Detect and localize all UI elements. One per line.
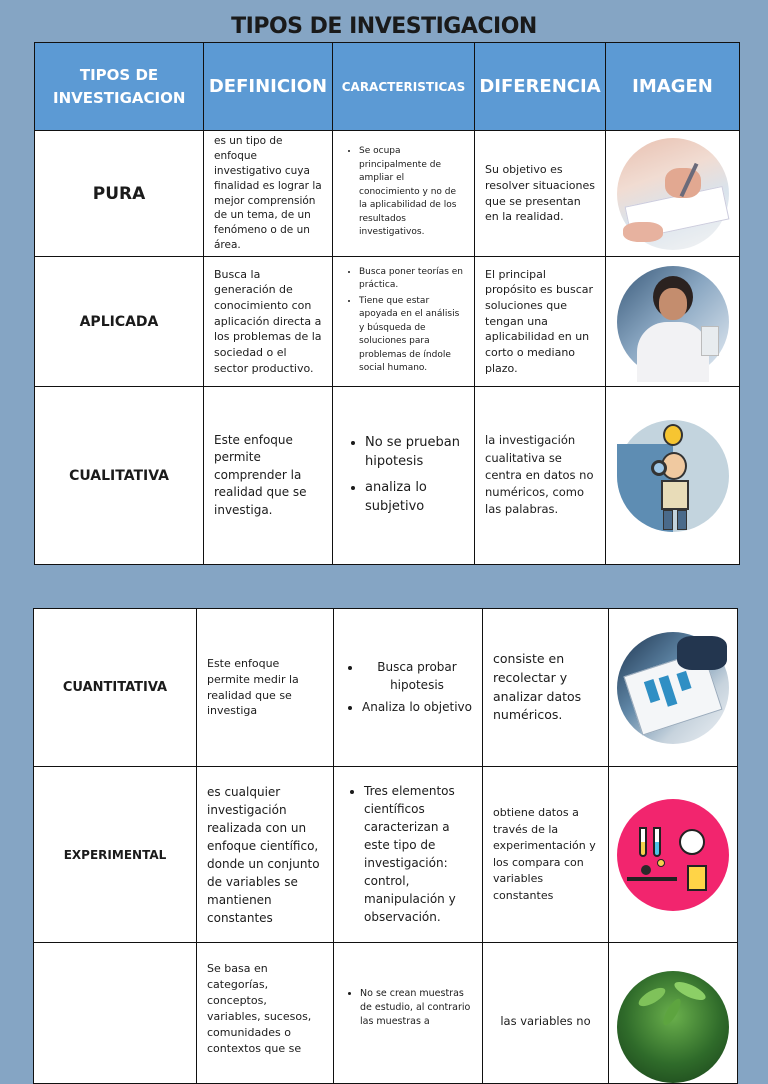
difference-cell: consiste en recolectar y analizar datos numéricos. xyxy=(483,609,609,767)
characteristics-cell xyxy=(334,767,483,943)
page-title: TIPOS DE INVESTIGACION xyxy=(231,14,537,39)
header-imagen: IMAGEN xyxy=(606,43,740,131)
difference-cell: El principal propósito es buscar soluciones que tengan una aplicabilidad en un corto o mediano plazo. xyxy=(475,257,606,387)
lightbulb-icon xyxy=(663,424,683,446)
characteristic-item: • Tiene que estar apoyada en el análisis y búsqueda de soluciones para problemas de índole social humano. xyxy=(359,295,464,376)
type-name: APLICADA xyxy=(35,257,204,387)
definition-cell: Busca la generación de conocimiento con aplicación directa a los problemas de la sociedad o el sector productivo. xyxy=(204,257,333,387)
image-cell xyxy=(609,609,738,767)
research-types-table-1 xyxy=(34,42,740,565)
characteristics-cell xyxy=(333,131,475,257)
header-diferencia: DIFERENCIA xyxy=(475,43,606,131)
magnifier-icon xyxy=(651,460,667,476)
characteristic-item: • No se prueban hipotesis xyxy=(365,433,464,472)
test-tube-icon xyxy=(653,827,661,857)
lab-equipment-illustration xyxy=(617,799,729,911)
table-row xyxy=(34,943,738,1084)
table-row xyxy=(35,257,740,387)
flask-icon xyxy=(679,829,705,855)
type-name: CUANTITATIVA xyxy=(34,609,197,767)
characteristics-cell xyxy=(334,609,483,767)
table-row xyxy=(35,387,740,565)
characteristics-cell xyxy=(333,387,475,565)
characteristic-item: • Tres elementos científicos caracterizan a este tipo de investigación: control, manipulación y observación. xyxy=(364,782,472,926)
table-row xyxy=(34,609,738,767)
writing-hands-photo xyxy=(617,138,729,250)
difference-cell: Su objetivo es resolver situaciones que se presentan en la realidad. xyxy=(475,131,606,257)
definition-cell: Este enfoque permite medir la realidad que se investiga xyxy=(197,609,334,767)
header-row xyxy=(35,43,740,131)
definition-cell: es cualquier investigación realizada con un enfoque científico, donde un conjunto de variables se mantienen constantes xyxy=(197,767,334,943)
image-cell xyxy=(609,943,738,1084)
characteristics-cell xyxy=(334,943,483,1084)
image-cell xyxy=(606,387,740,565)
characteristic-item: • analiza lo subjetivo xyxy=(365,478,464,517)
definition-cell: Este enfoque permite comprender la realidad que se investiga. xyxy=(204,387,333,565)
type-name: CUALITATIVA xyxy=(35,387,204,565)
type-name xyxy=(34,943,197,1084)
image-cell xyxy=(606,131,740,257)
characteristic-item: • Analiza lo objetivo xyxy=(362,698,472,716)
characteristic-item: • Busca poner teorías en práctica. xyxy=(359,266,464,293)
header-caracteristicas: CARACTERISTICAS xyxy=(333,43,475,131)
characteristic-item: • No se crean muestras de estudio, al contrario las muestras a xyxy=(360,987,472,1028)
difference-cell: la investigación cualitativa se centra en datos no numéricos, como las palabras. xyxy=(475,387,606,565)
header-definicion: DEFINICION xyxy=(204,43,333,131)
difference-cell: obtiene datos a través de la experimentación y los compara con variables constantes xyxy=(483,767,609,943)
scientist-photo xyxy=(617,266,729,378)
type-name: EXPERIMENTAL xyxy=(34,767,197,943)
definition-cell: es un tipo de enfoque investigativo cuya finalidad es lograr la mejor comprensión de un tema, de un fenómeno o de un área. xyxy=(204,131,333,257)
definition-cell: Se basa en categorías, conceptos, variables, sucesos, comunidades o contextos que se xyxy=(197,943,334,1084)
microscope-icon xyxy=(687,865,707,891)
image-cell xyxy=(606,257,740,387)
idea-researcher-illustration xyxy=(617,420,729,532)
table-row xyxy=(35,131,740,257)
test-tube-icon xyxy=(639,827,647,857)
characteristics-cell xyxy=(333,257,475,387)
difference-cell: las variables no xyxy=(483,943,609,1084)
type-name: PURA xyxy=(35,131,204,257)
table-row xyxy=(34,767,738,943)
header-tipos: TIPOS DE INVESTIGACION xyxy=(35,43,204,131)
plant-photo xyxy=(617,971,729,1083)
image-cell xyxy=(609,767,738,943)
data-analysis-photo xyxy=(617,632,729,744)
research-types-table-2 xyxy=(33,608,738,1084)
characteristic-item: • Busca probar hipotesis xyxy=(362,658,472,694)
characteristic-item: • Se ocupa principalmente de ampliar el conocimiento y no de la aplicabilidad de los resultados investigativos. xyxy=(359,145,464,240)
